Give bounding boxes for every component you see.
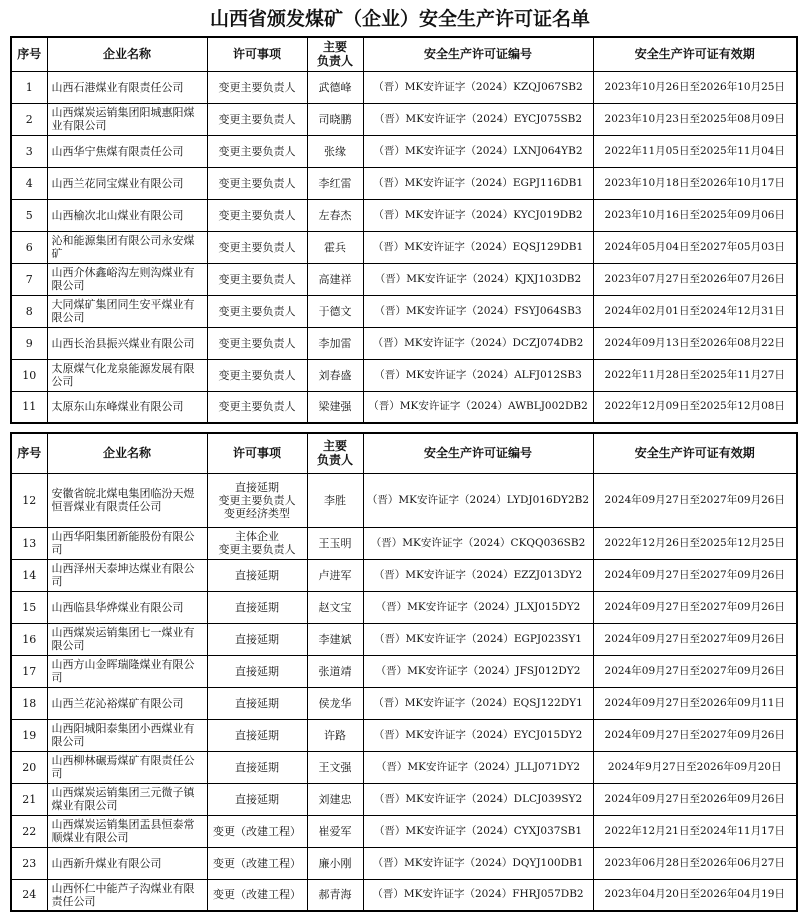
seq-cell: 4 (11, 167, 47, 199)
cert-cell: （晋）MK安许证字（2024）EZZJ013DY2 (363, 559, 593, 591)
validity-cell: 2024年09月27日至2026年09月11日 (593, 687, 797, 719)
permit-cell (207, 783, 307, 815)
table-row (11, 527, 797, 559)
permit-cell (207, 199, 307, 231)
cert-cell: （晋）MK安许证字（2024）JLLJ071DY2 (363, 751, 593, 783)
permit-cell (207, 263, 307, 295)
company-cell: 山西阳城阳泰集团小西煤业有限公司 (47, 719, 207, 751)
seq-cell: 10 (11, 359, 47, 391)
header-cert: 安全生产许可证编号 (363, 37, 593, 71)
table-row (11, 783, 797, 815)
cert-cell: （晋）MK安许证字（2024）CYXJ037SB1 (363, 815, 593, 847)
validity-cell: 2023年10月16日至2025年09月06日 (593, 199, 797, 231)
validity-cell: 2024年09月27日至2027年09月26日 (593, 655, 797, 687)
cert-cell: （晋）MK安许证字（2024）EQSJ129DB1 (363, 231, 593, 263)
person-cell: 卢进军 (307, 559, 363, 591)
person-cell: 高建祥 (307, 263, 363, 295)
person-cell: 司晓鹏 (307, 103, 363, 135)
validity-cell: 2022年12月26日至2025年12月25日 (593, 527, 797, 559)
header-seq: 序号 (11, 433, 47, 473)
company-cell: 太原煤气化龙泉能源发展有限公司 (47, 359, 207, 391)
validity-cell: 2024年09月13日至2026年08月22日 (593, 327, 797, 359)
seq-cell: 17 (11, 655, 47, 687)
cert-cell: （晋）MK安许证字（2024）FHRJ057DB2 (363, 879, 593, 911)
seq-cell: 14 (11, 559, 47, 591)
seq-cell: 13 (11, 527, 47, 559)
header-cert: 安全生产许可证编号 (363, 433, 593, 473)
permit-line: 直接延期 (235, 760, 279, 774)
permit-line: 直接延期 (235, 792, 279, 806)
table-header-row (11, 37, 797, 71)
company-cell: 太原东山东峰煤业有限公司 (47, 391, 207, 423)
permit-cell (207, 103, 307, 135)
permit-line: 变更主要负责人 (218, 336, 296, 350)
cert-cell: （晋）MK安许证字（2024）CKQQ036SB2 (363, 527, 593, 559)
seq-cell: 19 (11, 719, 47, 751)
seq-cell: 8 (11, 295, 47, 327)
seq-cell: 15 (11, 591, 47, 623)
validity-cell: 2024年09月27日至2027年09月26日 (593, 559, 797, 591)
validity-cell: 2024年09月27日至2027年09月26日 (593, 719, 797, 751)
permit-line: 直接延期 (235, 696, 279, 710)
permit-line: 变更主要负责人 (218, 208, 296, 222)
header-validity: 安全生产许可证有效期 (593, 433, 797, 473)
validity-cell: 2023年04月20日至2026年04月19日 (593, 879, 797, 911)
company-cell: 山西华宁焦煤有限责任公司 (47, 135, 207, 167)
permit-cell (207, 847, 307, 879)
permit-line: 变更（改建工程） (213, 824, 301, 838)
person-cell: 张缘 (307, 135, 363, 167)
person-cell: 王文强 (307, 751, 363, 783)
cert-cell: （晋）MK安许证字（2024）EGPJ023SY1 (363, 623, 593, 655)
permit-line: 变更主要负责人 (218, 493, 296, 507)
permit-cell (207, 473, 307, 527)
company-cell: 山西华阳集团新能股份有限公司 (47, 527, 207, 559)
validity-cell: 2024年02月01日至2024年12月31日 (593, 295, 797, 327)
cert-cell: （晋）MK安许证字（2024）JLXJ015DY2 (363, 591, 593, 623)
permit-line: 变更主要负责人 (218, 80, 296, 94)
seq-cell: 7 (11, 263, 47, 295)
company-cell: 山西介休鑫峪沟左则沟煤业有限公司 (47, 263, 207, 295)
permit-cell (207, 231, 307, 263)
seq-cell: 11 (11, 391, 47, 423)
person-cell: 赵文宝 (307, 591, 363, 623)
company-cell: 山西兰花同宝煤业有限公司 (47, 167, 207, 199)
person-cell: 梁建强 (307, 391, 363, 423)
table-row (11, 391, 797, 423)
validity-cell: 2022年11月28日至2025年11月27日 (593, 359, 797, 391)
cert-cell: （晋）MK安许证字（2024）KZQJ067SB2 (363, 71, 593, 103)
table-header-row (11, 433, 797, 473)
company-cell: 山西煤炭运销集团七一煤业有限公司 (47, 623, 207, 655)
seq-cell: 22 (11, 815, 47, 847)
validity-cell: 2024年9月27日至2026年09月20日 (593, 751, 797, 783)
company-cell: 沁和能源集团有限公司永安煤矿 (47, 231, 207, 263)
table-row (11, 847, 797, 879)
person-cell: 左春杰 (307, 199, 363, 231)
validity-cell: 2023年10月23日至2025年08月09日 (593, 103, 797, 135)
permit-cell (207, 655, 307, 687)
table-row (11, 327, 797, 359)
person-cell: 郝青海 (307, 879, 363, 911)
person-cell: 李建斌 (307, 623, 363, 655)
permit-cell (207, 135, 307, 167)
person-cell: 李红雷 (307, 167, 363, 199)
seq-cell: 3 (11, 135, 47, 167)
validity-cell: 2022年12月21日至2024年11月17日 (593, 815, 797, 847)
permit-cell (207, 167, 307, 199)
header-seq: 序号 (11, 37, 47, 71)
permit-cell (207, 623, 307, 655)
cert-cell: （晋）MK安许证字（2024）DQYJ100DB1 (363, 847, 593, 879)
table-row (11, 167, 797, 199)
permit-line: 变更经济类型 (224, 506, 290, 520)
cert-cell: （晋）MK安许证字（2024）DCZJ074DB2 (363, 327, 593, 359)
permit-cell (207, 527, 307, 559)
permit-cell (207, 751, 307, 783)
license-table-2 (10, 432, 798, 912)
seq-cell: 9 (11, 327, 47, 359)
permit-cell (207, 719, 307, 751)
validity-cell: 2023年06月28日至2026年06月27日 (593, 847, 797, 879)
permit-line: 变更主要负责人 (218, 240, 296, 254)
company-cell: 山西泽州天泰坤达煤业有限公司 (47, 559, 207, 591)
person-cell: 李加雷 (307, 327, 363, 359)
validity-cell: 2024年09月27日至2027年09月26日 (593, 591, 797, 623)
header-person: 主要 负责人 (307, 433, 363, 473)
company-cell: 山西兰花沁裕煤矿有限公司 (47, 687, 207, 719)
table-row (11, 103, 797, 135)
validity-cell: 2024年09月27日至2026年09月26日 (593, 783, 797, 815)
permit-line: 直接延期 (235, 600, 279, 614)
cert-cell: （晋）MK安许证字（2024）LYDJ016DY2B2 (363, 473, 593, 527)
permit-cell (207, 559, 307, 591)
cert-cell: （晋）MK安许证字（2024）JFSJ012DY2 (363, 655, 593, 687)
table-row (11, 687, 797, 719)
table-row (11, 815, 797, 847)
header-person: 主要 负责人 (307, 37, 363, 71)
table-row (11, 359, 797, 391)
table-row (11, 263, 797, 295)
validity-cell: 2024年09月27日至2027年09月26日 (593, 473, 797, 527)
table-row (11, 559, 797, 591)
cert-cell: （晋）MK安许证字（2024）EQSJ122DY1 (363, 687, 593, 719)
person-cell: 霍兵 (307, 231, 363, 263)
header-company: 企业名称 (47, 37, 207, 71)
seq-cell: 12 (11, 473, 47, 527)
permit-cell (207, 591, 307, 623)
person-cell: 张道靖 (307, 655, 363, 687)
person-cell: 许路 (307, 719, 363, 751)
cert-cell: （晋）MK安许证字（2024）FSYJ064SB3 (363, 295, 593, 327)
permit-line: 直接延期 (235, 664, 279, 678)
table-row (11, 71, 797, 103)
permit-line: 变更主要负责人 (218, 400, 296, 414)
cert-cell: （晋）MK安许证字（2024）EYCJ075SB2 (363, 103, 593, 135)
permit-line: 变更主要负责人 (218, 112, 296, 126)
permit-cell (207, 295, 307, 327)
table-row (11, 719, 797, 751)
validity-cell: 2022年11月05日至2025年11月04日 (593, 135, 797, 167)
table-row (11, 879, 797, 911)
validity-cell: 2023年07月27日至2026年07月26日 (593, 263, 797, 295)
permit-line: 直接延期 (235, 728, 279, 742)
cert-cell: （晋）MK安许证字（2024）KJXJ103DB2 (363, 263, 593, 295)
person-cell: 李胜 (307, 473, 363, 527)
company-cell: 山西煤炭运销集团盂县恒泰常顺煤业有限公司 (47, 815, 207, 847)
company-cell: 山西柳林碾焉煤矿有限责任公司 (47, 751, 207, 783)
company-cell: 安徽省皖北煤电集团临汾天煜恒晋煤业有限责任公司 (47, 473, 207, 527)
permit-cell (207, 879, 307, 911)
permit-line: 变更主要负责人 (218, 144, 296, 158)
seq-cell: 21 (11, 783, 47, 815)
permit-cell (207, 815, 307, 847)
permit-cell (207, 687, 307, 719)
permit-cell (207, 71, 307, 103)
seq-cell: 23 (11, 847, 47, 879)
permit-cell (207, 359, 307, 391)
cert-cell: （晋）MK安许证字（2024）DLCJ039SY2 (363, 783, 593, 815)
table-row (11, 199, 797, 231)
validity-cell: 2023年10月18日至2026年10月17日 (593, 167, 797, 199)
header-permit: 许可事项 (207, 37, 307, 71)
company-cell: 山西石港煤业有限责任公司 (47, 71, 207, 103)
cert-cell: （晋）MK安许证字（2024）EGPJ116DB1 (363, 167, 593, 199)
permit-cell (207, 327, 307, 359)
cert-cell: （晋）MK安许证字（2024）KYCJ019DB2 (363, 199, 593, 231)
table-row (11, 655, 797, 687)
validity-cell: 2024年09月27日至2027年09月26日 (593, 623, 797, 655)
permit-cell (207, 391, 307, 423)
validity-cell: 2024年05月04日至2027年05月03日 (593, 231, 797, 263)
seq-cell: 20 (11, 751, 47, 783)
table-row (11, 231, 797, 263)
header-company: 企业名称 (47, 433, 207, 473)
person-cell: 廉小刚 (307, 847, 363, 879)
permit-line: 直接延期 (235, 632, 279, 646)
seq-cell: 2 (11, 103, 47, 135)
company-cell: 大同煤矿集团同生安平煤业有限公司 (47, 295, 207, 327)
seq-cell: 5 (11, 199, 47, 231)
company-cell: 山西怀仁中能芦子沟煤业有限责任公司 (47, 879, 207, 911)
person-cell: 于德文 (307, 295, 363, 327)
seq-cell: 6 (11, 231, 47, 263)
person-cell: 王玉明 (307, 527, 363, 559)
cert-cell: （晋）MK安许证字（2024）LXNJ064YB2 (363, 135, 593, 167)
person-cell: 武德峰 (307, 71, 363, 103)
cert-cell: （晋）MK安许证字（2024）AWBLJ002DB2 (363, 391, 593, 423)
seq-cell: 24 (11, 879, 47, 911)
company-cell: 山西煤炭运销集团三元微子镇煤业有限公司 (47, 783, 207, 815)
header-permit: 许可事项 (207, 433, 307, 473)
permit-line: 直接延期 (235, 480, 279, 494)
validity-cell: 2023年10月26日至2026年10月25日 (593, 71, 797, 103)
cert-cell: （晋）MK安许证字（2024）EYCJ015DY2 (363, 719, 593, 751)
person-cell: 侯龙华 (307, 687, 363, 719)
table-row (11, 591, 797, 623)
cert-cell: （晋）MK安许证字（2024）ALFJ012SB3 (363, 359, 593, 391)
person-cell: 刘建忠 (307, 783, 363, 815)
permit-line: 变更主要负责人 (218, 304, 296, 318)
permit-line: 变更（改建工程） (213, 888, 301, 902)
company-cell: 山西长治县振兴煤业有限公司 (47, 327, 207, 359)
permit-line: 变更主要负责人 (218, 543, 296, 556)
permit-line: 变更主要负责人 (218, 176, 296, 190)
permit-line: 直接延期 (235, 568, 279, 582)
company-cell: 山西煤炭运销集团阳城惠阳煤业有限公司 (47, 103, 207, 135)
table-row (11, 135, 797, 167)
table-row (11, 295, 797, 327)
header-validity: 安全生产许可证有效期 (593, 37, 797, 71)
table-row (11, 623, 797, 655)
company-cell: 山西方山金晖瑞隆煤业有限公司 (47, 655, 207, 687)
table-row (11, 473, 797, 527)
permit-line: 变更主要负责人 (218, 272, 296, 286)
person-cell: 刘春盛 (307, 359, 363, 391)
table-row (11, 751, 797, 783)
page-title: 山西省颁发煤矿（企业）安全生产许可证名单 (209, 8, 590, 30)
license-table-1 (10, 36, 798, 424)
permit-line: 变更（改建工程） (213, 856, 301, 870)
permit-line: 变更主要负责人 (218, 368, 296, 382)
validity-cell: 2022年12月09日至2025年12月08日 (593, 391, 797, 423)
company-cell: 山西临县华烨煤业有限公司 (47, 591, 207, 623)
person-cell: 崔爱军 (307, 815, 363, 847)
company-cell: 山西榆次北山煤业有限公司 (47, 199, 207, 231)
seq-cell: 1 (11, 71, 47, 103)
permit-line: 主体企业 (235, 530, 279, 543)
seq-cell: 16 (11, 623, 47, 655)
company-cell: 山西新升煤业有限公司 (47, 847, 207, 879)
seq-cell: 18 (11, 687, 47, 719)
